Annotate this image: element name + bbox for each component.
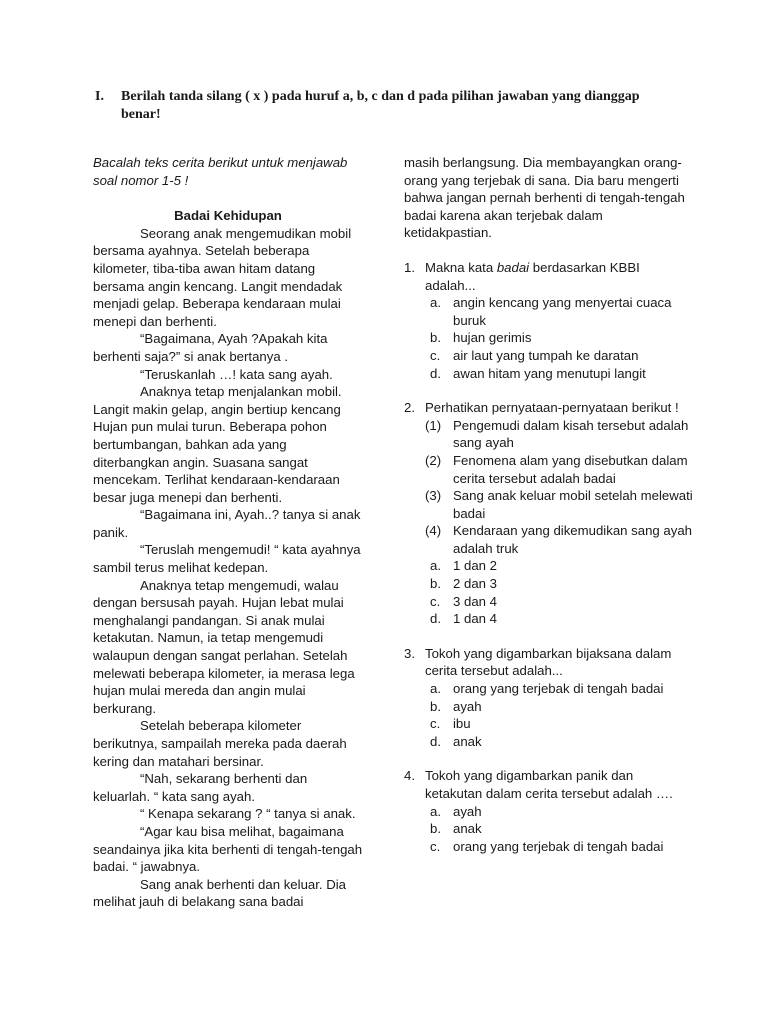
question-statement: [425, 487, 694, 522]
question-text-part: Perhatikan pernyataan-pernyataan berikut !: [425, 400, 679, 416]
answer-option: [425, 365, 694, 383]
answer-option: [425, 347, 694, 365]
option-text: orang yang terjebak di tengah badai: [453, 838, 664, 854]
question-item: [404, 399, 694, 628]
question-number: 3.: [404, 645, 415, 661]
question-item: [404, 259, 694, 382]
story-paragraph: “Nah, sekarang berhenti dan keluarlah. “ kata sang ayah.: [93, 771, 308, 804]
story-paragraph: Sang anak berhenti dan keluar. Dia melihat jauh di belakang sana badai: [93, 876, 347, 910]
option-letter: c.: [430, 716, 441, 732]
question-text: [425, 399, 694, 417]
answer-option: [425, 329, 694, 347]
question-text-part: Tokoh yang digambarkan bijaksana dalam cerita tersebut adalah...: [425, 645, 672, 679]
answer-option: [425, 680, 694, 698]
statement-text: Fenomena alam yang disebutkan dalam cerita tersebut adalah badai: [453, 452, 688, 486]
option-text: angin kencang yang menyertai cuaca buruk: [453, 295, 672, 328]
option-text: 1 dan 2: [453, 558, 497, 574]
left-column: [93, 154, 363, 911]
question-text: [425, 259, 694, 294]
question-number: 1.: [404, 259, 415, 275]
instruction: [95, 88, 655, 124]
answer-option: [425, 733, 694, 751]
question-item: [404, 645, 694, 751]
story-continuation: masih berlangsung. Dia membayangkan orang-orang yang terjebak di sana. Dia baru mengerti bahwa jangan pernah berhenti di tengah-tengah badai karena akan terjebak dalam ketidakpastian.: [404, 155, 685, 241]
statement-text: Sang anak keluar mobil setelah melewati badai: [453, 488, 693, 521]
answer-option: [425, 698, 694, 716]
option-text: anak: [453, 733, 482, 749]
question-text-part: Makna kata: [425, 259, 497, 275]
statement-label: (1): [425, 417, 442, 433]
question-text: [425, 645, 694, 680]
question-text-emphasis: badai: [496, 259, 530, 275]
question-text-part: berdasarkan KBBI adalah...: [425, 259, 640, 293]
story-paragraph: “ Kenapa sekarang ? “ tanya si anak.: [140, 806, 356, 822]
answer-option: [425, 820, 694, 838]
question-statement: [425, 452, 694, 487]
option-letter: c.: [430, 593, 441, 609]
option-letter: d.: [430, 611, 441, 627]
statement-label: (2): [425, 452, 442, 468]
answer-option: [425, 575, 694, 593]
option-text: 2 dan 3: [453, 576, 497, 592]
question-statement: [425, 522, 694, 557]
option-letter: d.: [430, 733, 441, 749]
option-text: ayah: [453, 698, 482, 714]
option-letter: a.: [430, 803, 441, 819]
option-letter: b.: [430, 698, 441, 714]
story-paragraph: “Bagaimana ini, Ayah..? tanya si anak panik.: [93, 507, 361, 540]
question-item: [404, 767, 694, 855]
option-text: 1 dan 4: [453, 611, 497, 627]
question-statement: [425, 417, 694, 452]
option-text: awan hitam yang menutupi langit: [453, 365, 646, 381]
answer-option: [425, 593, 694, 611]
instruction-text: Berilah tanda silang ( x ) pada huruf a, b, c dan d pada pilihan jawaban yang dianggap benar!: [121, 89, 640, 122]
story-paragraph: “Teruslah mengemudi! “ kata ayahnya sambil terus melihat kedepan.: [93, 542, 361, 576]
question-text-part: Tokoh yang digambarkan panik dan ketakutan dalam cerita tersebut adalah ….: [425, 768, 673, 801]
story-paragraph: Anaknya tetap mengemudi, walau dengan bersusah payah. Hujan lebat mulai menghalangi pandangan. Si anak mulai ketakutan. Namun, ia tetap mengemudi walaupun dengan sangat perlahan. Setelah melewati beberapa kilometer, ia merasa lega hujan mulai mereda dan angin mulai berkurang.: [93, 577, 355, 716]
answer-option: [425, 557, 694, 575]
answer-option: [425, 294, 694, 329]
right-column: [404, 154, 694, 855]
option-letter: b.: [430, 576, 441, 592]
story-paragraph: “Teruskanlah …! kata sang ayah.: [140, 366, 333, 382]
story-title: Badai Kehidupan: [174, 208, 282, 224]
option-text: ibu: [453, 716, 471, 732]
option-letter: b.: [430, 821, 441, 837]
option-letter: d.: [430, 365, 441, 381]
statement-text: Pengemudi dalam kisah tersebut adalah sang ayah: [453, 417, 689, 451]
answer-option: [425, 803, 694, 821]
story-paragraph: Anaknya tetap menjalankan mobil. Langit makin gelap, angin bertiup kencang Hujan pun mulai turun. Beberapa pohon bertumbangan, bahkan ada yang diterbangkan angin. Suasana sangat mencekam. Terlihat kendaraan-kendaraan besar juga menepi dan berhenti.: [93, 384, 342, 505]
story-paragraph: “Bagaimana, Ayah ?Apakah kita berhenti saja?” si anak bertanya .: [93, 331, 328, 364]
statement-text: Kendaraan yang dikemudikan sang ayah adalah truk: [453, 523, 693, 556]
option-text: air laut yang tumpah ke daratan: [453, 347, 639, 363]
option-letter: a.: [430, 295, 441, 311]
reading-intro: Bacalah teks cerita berikut untuk menjawab soal nomor 1-5 !: [93, 155, 348, 188]
option-text: orang yang terjebak di tengah badai: [453, 681, 664, 697]
option-letter: a.: [430, 558, 441, 574]
option-text: 3 dan 4: [453, 593, 497, 609]
story-body: [93, 225, 363, 911]
option-text: hujan gerimis: [453, 330, 532, 346]
question-text: [425, 767, 694, 802]
story-paragraph: “Agar kau bisa melihat, bagaimana seandainya jika kita berhenti di tengah-tengah badai. “ jawabnya.: [93, 823, 363, 875]
answer-option: [425, 838, 694, 856]
question-number: 4.: [404, 768, 415, 784]
option-text: ayah: [453, 803, 482, 819]
statement-label: (3): [425, 488, 442, 504]
option-letter: b.: [430, 330, 441, 346]
statement-label: (4): [425, 523, 442, 539]
option-letter: a.: [430, 681, 441, 697]
story-paragraph: Setelah beberapa kilometer berikutnya, sampailah mereka pada daerah kering dan matahari bersinar.: [93, 718, 347, 769]
option-text: anak: [453, 821, 482, 837]
story-paragraph: Seorang anak mengemudikan mobil bersama ayahnya. Setelah beberapa kilometer, tiba-tiba awan hitam datang bersama angin kencang. Langit mendadak menjadi gelap. Beberapa kendaraan mulai menepi dan berhenti.: [93, 225, 352, 329]
question-number: 2.: [404, 400, 415, 416]
answer-option: [425, 715, 694, 733]
option-letter: c.: [430, 347, 441, 363]
option-letter: c.: [430, 838, 441, 854]
question-list: [404, 259, 694, 855]
instruction-number: I.: [95, 89, 104, 104]
answer-option: [425, 610, 694, 628]
